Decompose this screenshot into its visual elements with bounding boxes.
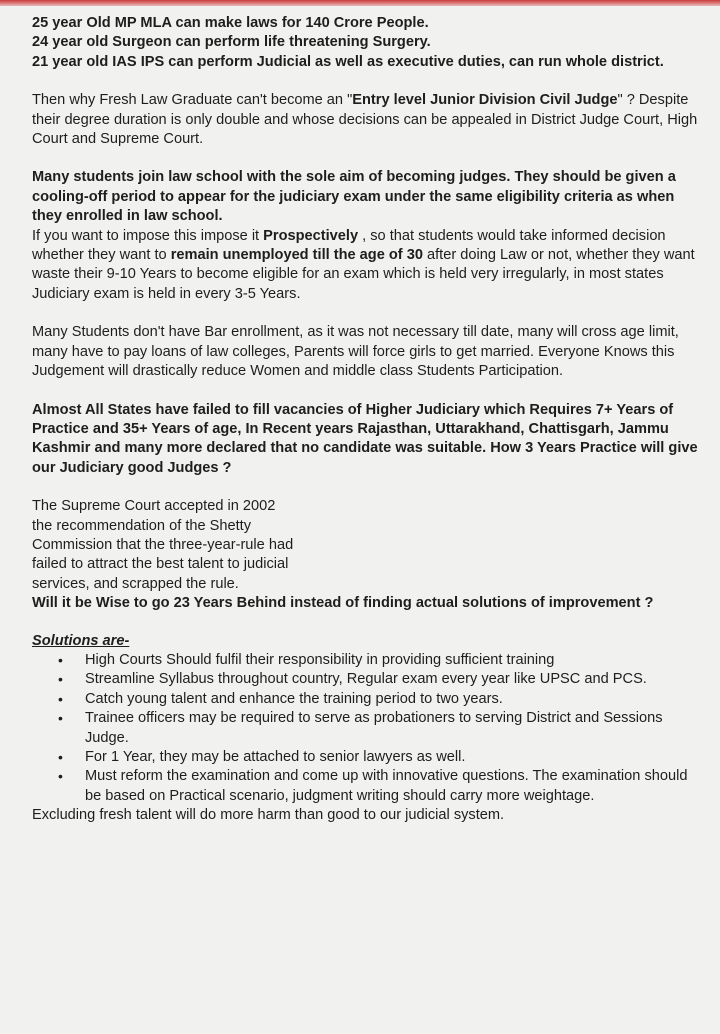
list-item — [32, 651, 702, 670]
solution-text: High Courts Should fulfil their responsibility in providing sufficient training — [85, 651, 555, 668]
students-paragraph-bold: Many students join law school with the sole aim of becoming judges. They should be given a cooling-off period to appear for the judiciary exam under the same eligibility criteria as when they enrolled in law school. — [32, 169, 676, 225]
list-item — [32, 709, 702, 748]
shetty-line-5: services, and scrapped the rule. — [32, 575, 239, 592]
solutions-heading: Solutions are- — [32, 632, 130, 649]
students-paragraph — [32, 227, 702, 305]
question-text-bold: Entry level Junior Division Civil Judge — [352, 92, 618, 109]
bullet-icon: • — [58, 710, 63, 727]
question-text-post: " ? Despite their degree duration is only double and whose decisions can be appealed in District Judge Court, High Court and Supreme Court. — [32, 92, 698, 148]
bullet-icon: • — [58, 749, 63, 765]
top-header-strip — [0, 0, 720, 6]
solution-text: Catch young talent and enhance the training period to two years. — [85, 690, 503, 707]
shetty-line-2: the recommendation of the Shetty — [32, 517, 252, 534]
bullet-icon: • — [58, 671, 63, 688]
solution-text: Trainee officers may be required to serve as probationers to serving District and Sessions Judge. — [85, 710, 663, 746]
bullet-icon: • — [58, 690, 63, 707]
question-text-pre: Then why Fresh Law Graduate can't become an " — [32, 92, 353, 109]
shetty-line-3: Commission that the three-year-rule had — [32, 536, 294, 553]
question-paragraph — [32, 91, 702, 149]
intro-line-3: 21 year old IAS IPS can perform Judicial as well as executive duties, can run whole district. — [32, 53, 664, 70]
shetty-line-4: failed to attract the best talent to judicial — [32, 556, 289, 573]
students-text-1: If you want to impose this impose it — [32, 227, 264, 244]
students-bold-1: Prospectively — [263, 227, 359, 244]
shetty-line-1: The Supreme Court accepted in 2002 — [32, 498, 276, 515]
shetty-question: Will it be Wise to go 23 Years Behind instead of finding actual solutions of improvement ? — [32, 595, 654, 612]
bullet-icon: • — [58, 768, 63, 785]
list-item — [32, 748, 702, 767]
intro-line-2: 24 year old Surgeon can perform life threatening Surgery. — [32, 34, 431, 51]
bullet-icon: • — [58, 651, 63, 668]
solutions-list — [32, 651, 702, 806]
solution-text: Must reform the examination and come up with innovative questions. The examination should be based on Practical scenario, judgment writing should carry more weightage. — [85, 768, 688, 804]
list-item — [32, 690, 702, 709]
solution-text: For 1 Year, they may be attached to senior lawyers as well. — [85, 749, 466, 765]
list-item — [32, 767, 702, 806]
students-text-3: after doing Law or not, whether they want waste their 9-10 Years to become eligible for an exam which is held very irregularly, in most states Judiciary exam is held in every 3-5 Years. — [32, 247, 695, 302]
solution-text: Streamline Syllabus throughout country, Regular exam every year like UPSC and PCS. — [85, 671, 647, 688]
list-item — [32, 670, 702, 689]
students-bold-2: remain unemployed till the age of 30 — [170, 247, 423, 264]
closing-line: Excluding fresh talent will do more harm than good to our judicial system. — [32, 807, 505, 824]
states-paragraph: Almost All States have failed to fill vacancies of Higher Judiciary which Requires 7+ Years of Practice and 35+ Years of age, In Recent years Rajasthan, Uttarakhand, Chattisgarh, Jammu Kashmir and many more declared that no candidate was suitable. How 3 Years Practice will give our Judiciary good Judges ? — [32, 401, 698, 476]
bar-enrollment-paragraph: Many Students don't have Bar enrollment, as it was not necessary till date, many will cross age limit, many have to pay loans of law colleges, Parents will force girls to get married. Everyone Knows this Judgement will drastically reduce Women and middle class Students Participation. — [32, 324, 679, 380]
document-body — [32, 14, 702, 826]
students-text-2: , so that students would take informed decision whether they want to — [32, 227, 666, 264]
intro-line-1: 25 year Old MP MLA can make laws for 140 Crore People. — [32, 15, 429, 31]
